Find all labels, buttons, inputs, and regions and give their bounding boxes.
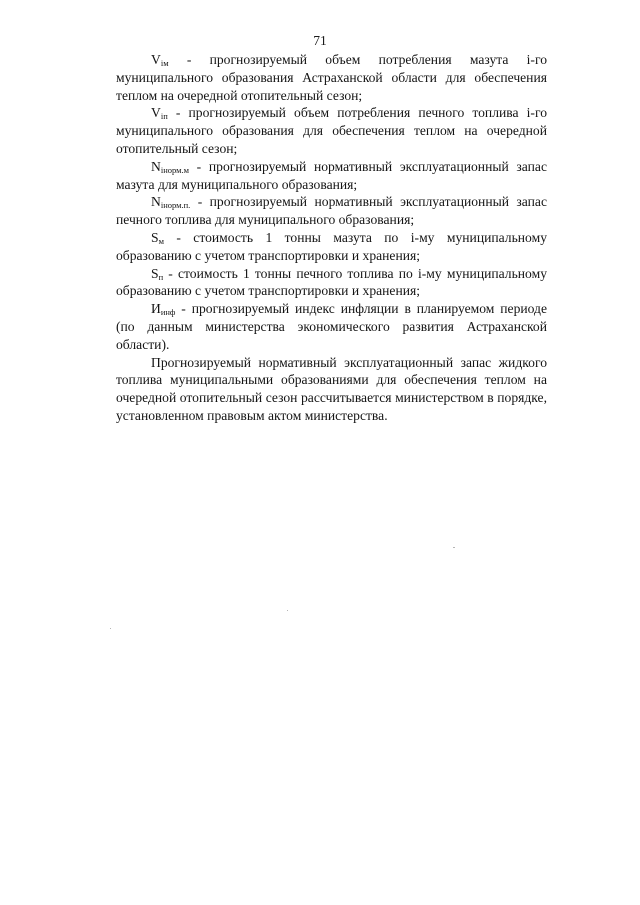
definition-text: - прогнозируемый объем потребления мазута i-го муниципального образования Астраханской области для обеспечения теплом на очередной отопительный сезон; xyxy=(116,52,547,103)
symbol-subscript: iм xyxy=(160,58,169,68)
definition-text: - стоимость 1 тонны печного топлива по i-му муниципальному образованию с учетом транспортировки и хранения; xyxy=(116,265,547,299)
scan-speck xyxy=(453,547,455,548)
definition-v-pechnoe xyxy=(116,104,547,157)
symbol-subscript: iнорм.м xyxy=(160,164,189,175)
scan-speck xyxy=(287,610,288,611)
definition-v-mazut xyxy=(116,51,547,104)
definition-text: - прогнозируемый индекс инфляции в планируемом периоде (по данным министерства экономического развития Астраханской области). xyxy=(116,301,547,352)
symbol: S xyxy=(151,229,159,245)
symbol: S xyxy=(151,265,159,281)
symbol: V xyxy=(151,52,161,67)
definition-s-pechnoe xyxy=(116,265,547,301)
symbol: N xyxy=(151,158,161,174)
page-number: 71 xyxy=(313,33,327,48)
definition-text: - прогнозируемый нормативный эксплуатационный запас печного топлива для муниципального образования; xyxy=(116,194,547,228)
symbol-subscript: м xyxy=(158,235,164,246)
definition-n-mazut xyxy=(116,158,547,194)
definition-s-mazut xyxy=(116,229,547,265)
definition-n-pechnoe xyxy=(116,193,547,229)
definition-inflation-index xyxy=(116,300,547,353)
symbol-subscript: инф xyxy=(160,307,176,318)
document-body xyxy=(116,51,547,425)
symbol: V xyxy=(151,105,161,121)
definition-text: - стоимость 1 тонны мазута по i-му муниципальному образованию с учетом транспортировки и хранения; xyxy=(116,229,547,263)
symbol: N xyxy=(151,194,161,210)
symbol-subscript: iнорм.п. xyxy=(160,200,191,211)
symbol: И xyxy=(151,301,161,317)
scan-speck xyxy=(110,628,111,629)
closing-paragraph: Прогнозируемый нормативный эксплуатационный запас жидкого топлива муниципальными образованиями для обеспечения теплом на очередной отопительный сезон рассчитывается министерством в порядке, установленном правовым актом министерства. xyxy=(116,354,547,423)
symbol-subscript: iп xyxy=(160,111,168,122)
symbol-subscript: п xyxy=(158,271,164,282)
definition-text: - прогнозируемый нормативный эксплуатационный запас мазута для муниципального образования; xyxy=(116,158,547,192)
definition-text: - прогнозируемый объем потребления печного топлива i-го муниципального образования для обеспечения теплом на очередной отопительный сезон; xyxy=(116,105,547,156)
